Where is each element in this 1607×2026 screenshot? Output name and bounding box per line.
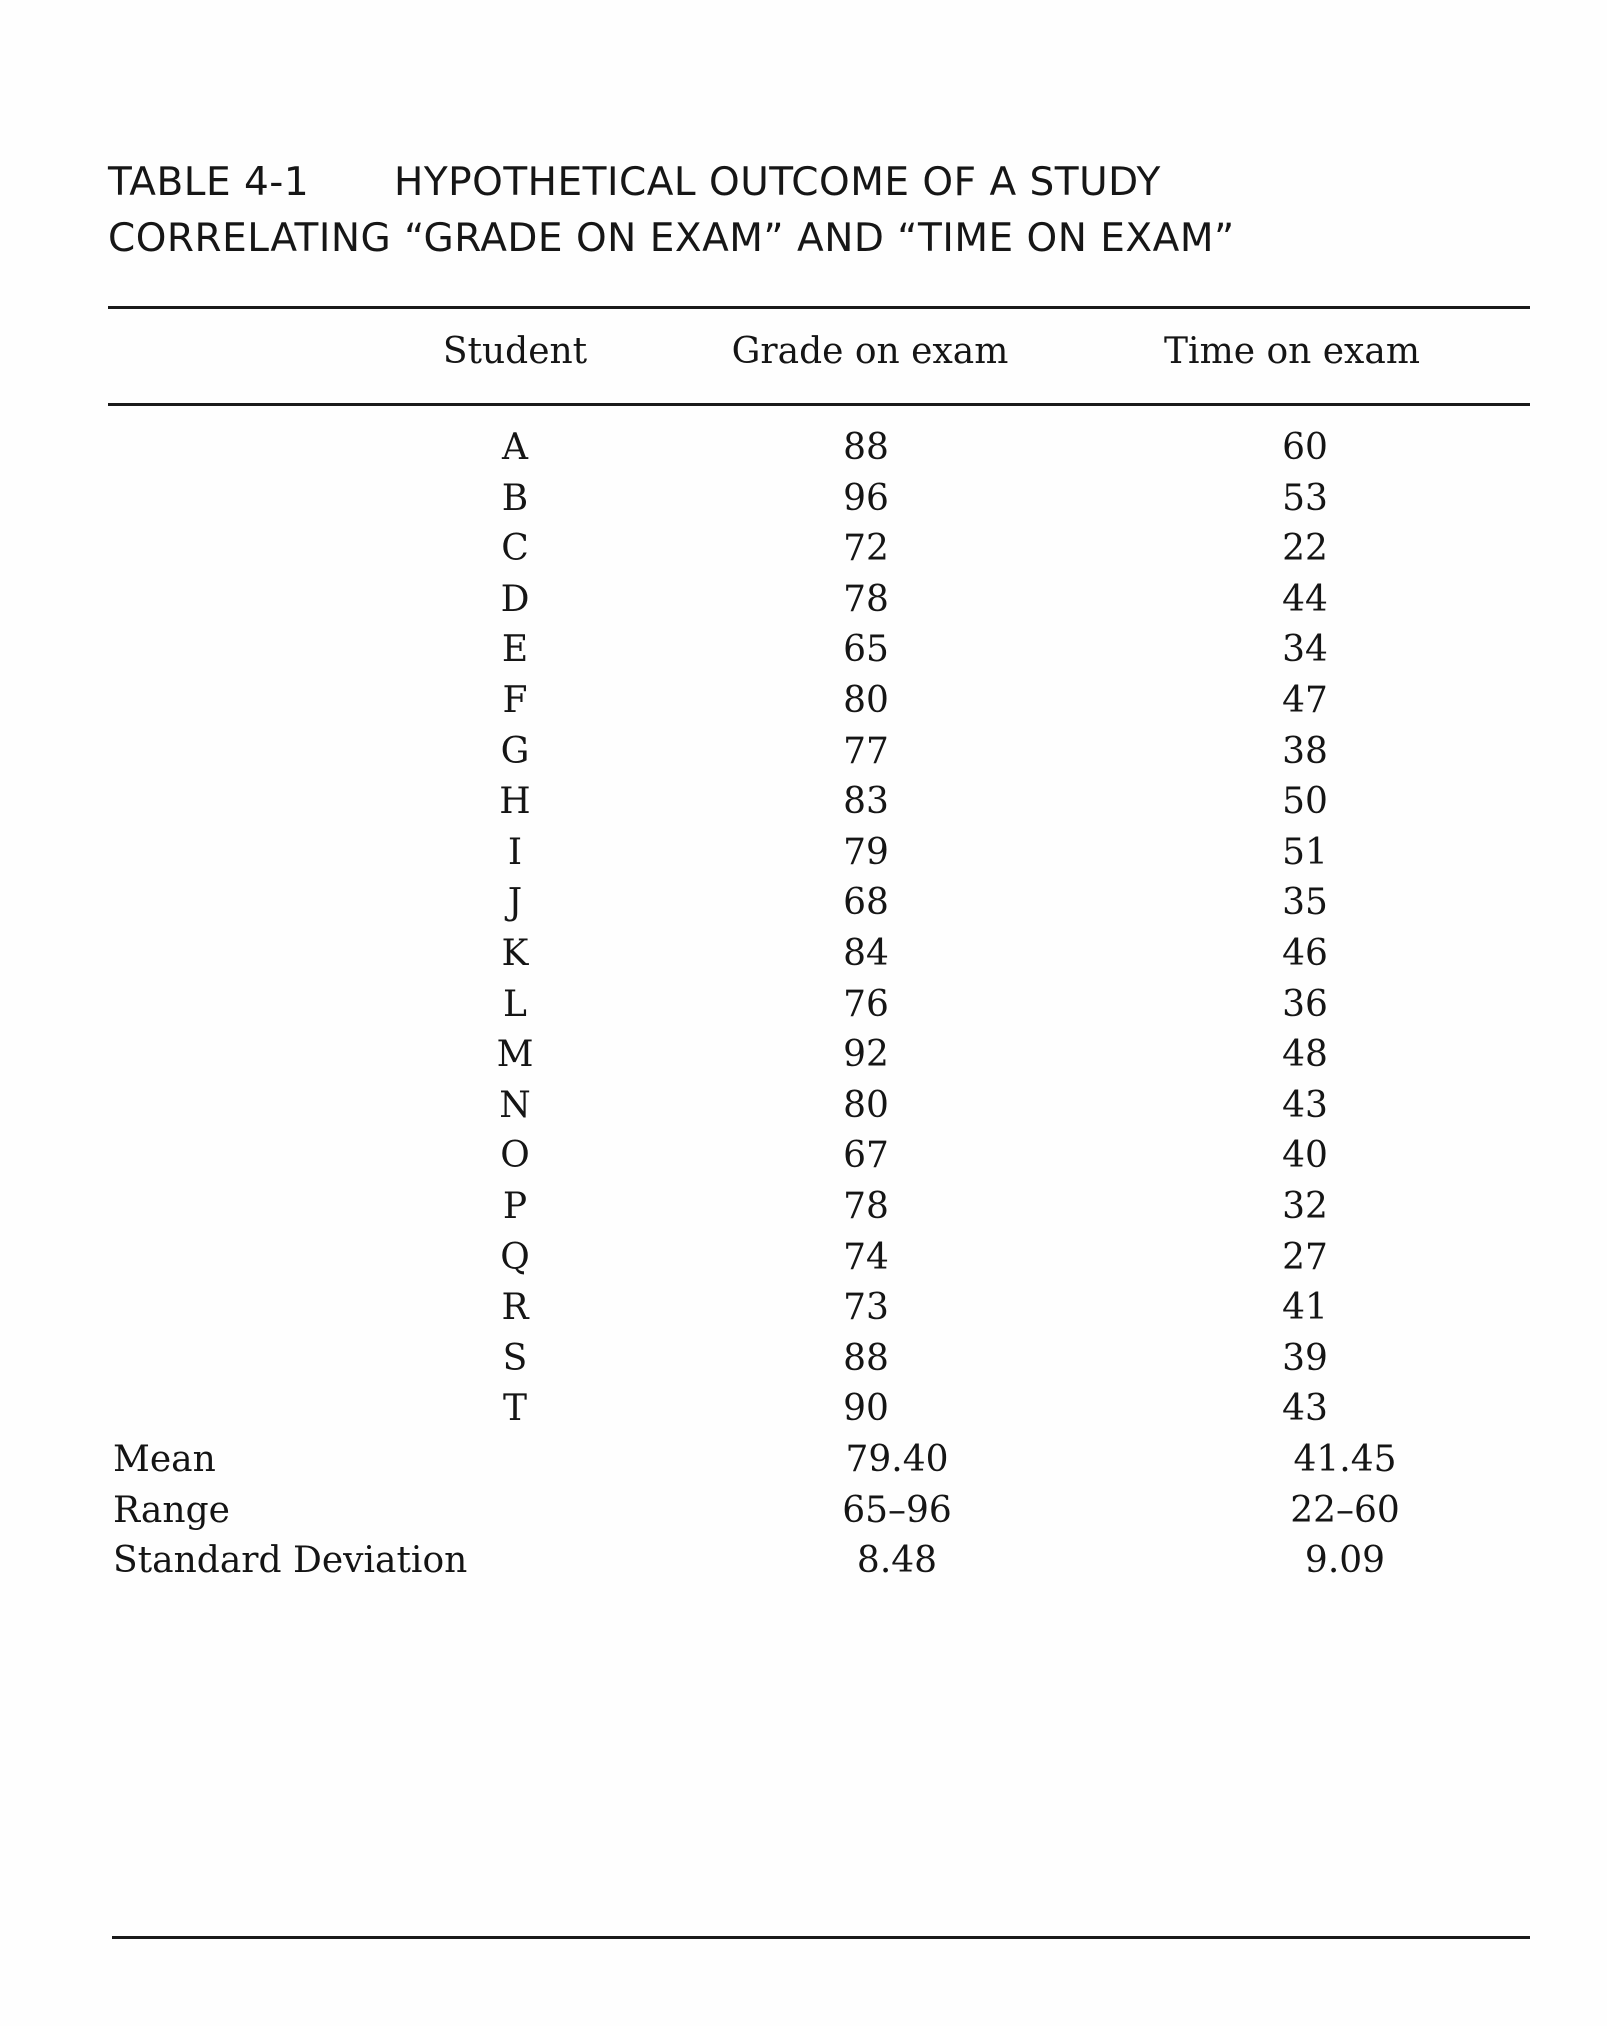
grade-cell: 72 <box>843 528 889 570</box>
time-cell: 50 <box>1282 781 1328 823</box>
table-row <box>0 1185 1607 1235</box>
time-cell: 40 <box>1282 1135 1328 1177</box>
grade-cell: 68 <box>843 882 889 924</box>
table-number: TABLE 4-1 <box>108 160 310 205</box>
summary-row <box>0 1438 1607 1488</box>
student-cell: G <box>500 730 530 772</box>
table-row <box>0 932 1607 982</box>
student-cell: A <box>502 427 528 468</box>
grade-cell: 90 <box>843 1388 889 1430</box>
summary-time-cell: 41.45 <box>1293 1439 1397 1480</box>
student-cell: N <box>499 1084 531 1126</box>
time-cell: 43 <box>1282 1084 1328 1126</box>
grade-cell: 80 <box>843 1084 889 1126</box>
table-row <box>0 527 1607 577</box>
summary-time-cell: 9.09 <box>1304 1540 1386 1582</box>
grade-cell: 80 <box>843 680 889 721</box>
grade-cell: 83 <box>843 781 889 823</box>
table-row <box>0 628 1607 678</box>
student-cell: Q <box>500 1236 530 1278</box>
student-cell: T <box>502 1388 528 1430</box>
student-cell: O <box>500 1135 530 1177</box>
time-cell: 41 <box>1282 1287 1328 1329</box>
grade-cell: 73 <box>843 1287 889 1329</box>
table-row <box>0 1286 1607 1336</box>
student-cell: K <box>501 933 529 974</box>
time-cell: 35 <box>1282 882 1328 924</box>
time-cell: 48 <box>1282 1034 1328 1076</box>
table-row <box>0 477 1607 527</box>
time-cell: 36 <box>1282 983 1328 1025</box>
time-cell: 34 <box>1282 629 1328 671</box>
summary-label: Range <box>113 1489 230 1531</box>
summary-label: Standard Deviation <box>113 1540 468 1582</box>
column-header-student: Student <box>442 331 588 372</box>
time-cell: 27 <box>1282 1236 1328 1278</box>
time-cell: 51 <box>1282 831 1328 873</box>
summary-row <box>0 1539 1607 1589</box>
summary-row <box>0 1489 1607 1539</box>
student-cell: F <box>502 680 528 721</box>
table-row <box>0 983 1607 1033</box>
column-header-grade: Grade on exam <box>731 331 1009 372</box>
table-row <box>0 831 1607 881</box>
table-row <box>0 730 1607 780</box>
grade-cell: 65 <box>843 629 889 671</box>
table-title-text-1: HYPOTHETICAL OUTCOME OF A STUDY <box>394 160 1161 205</box>
student-cell: L <box>503 983 527 1025</box>
time-cell: 39 <box>1282 1337 1328 1379</box>
grade-cell: 96 <box>843 477 889 519</box>
grade-cell: 84 <box>843 933 889 974</box>
student-cell: J <box>507 882 523 924</box>
table-title-line-2: CORRELATING “GRADE ON EXAM” AND “TIME ON EXAM” <box>108 216 1235 261</box>
student-cell: E <box>501 629 529 671</box>
table-row <box>0 780 1607 830</box>
student-cell: M <box>496 1034 534 1076</box>
grade-cell: 77 <box>843 730 889 772</box>
grade-cell: 67 <box>843 1135 889 1177</box>
time-cell: 43 <box>1282 1388 1328 1430</box>
grade-cell: 88 <box>843 427 889 468</box>
grade-cell: 92 <box>843 1034 889 1076</box>
table-row <box>0 1337 1607 1387</box>
table-row <box>0 1387 1607 1437</box>
table-row <box>0 1134 1607 1184</box>
summary-time-cell: 22–60 <box>1290 1489 1400 1531</box>
table-row <box>0 578 1607 628</box>
time-cell: 38 <box>1282 730 1328 772</box>
time-cell: 32 <box>1282 1186 1328 1227</box>
table-row <box>0 1084 1607 1134</box>
summary-grade-cell: 79.40 <box>845 1439 949 1480</box>
table-row <box>0 1236 1607 1286</box>
student-cell: D <box>500 578 530 620</box>
student-cell: H <box>499 781 531 823</box>
student-cell: P <box>502 1186 528 1227</box>
table-bottom-rule <box>112 1936 1530 1939</box>
column-header-time: Time on exam <box>1164 331 1420 372</box>
table-row <box>0 679 1607 729</box>
table-row <box>0 881 1607 931</box>
grade-cell: 88 <box>843 1337 889 1379</box>
student-cell: S <box>502 1337 528 1379</box>
time-cell: 47 <box>1282 680 1328 721</box>
student-cell: B <box>501 477 529 519</box>
grade-cell: 78 <box>843 1186 889 1227</box>
time-cell: 60 <box>1282 427 1328 468</box>
summary-grade-cell: 8.48 <box>856 1540 938 1582</box>
grade-cell: 76 <box>843 983 889 1025</box>
time-cell: 22 <box>1282 528 1328 570</box>
table-row <box>0 426 1607 476</box>
grade-cell: 78 <box>843 578 889 620</box>
summary-grade-cell: 65–96 <box>842 1489 952 1531</box>
student-cell: I <box>507 831 523 873</box>
table-row <box>0 1033 1607 1083</box>
time-cell: 46 <box>1282 933 1328 974</box>
summary-label: Mean <box>113 1439 216 1480</box>
grade-cell: 79 <box>843 831 889 873</box>
time-cell: 44 <box>1282 578 1328 620</box>
time-cell: 53 <box>1282 477 1328 519</box>
grade-cell: 74 <box>843 1236 889 1278</box>
student-cell: R <box>501 1287 529 1329</box>
student-cell: C <box>501 528 529 570</box>
